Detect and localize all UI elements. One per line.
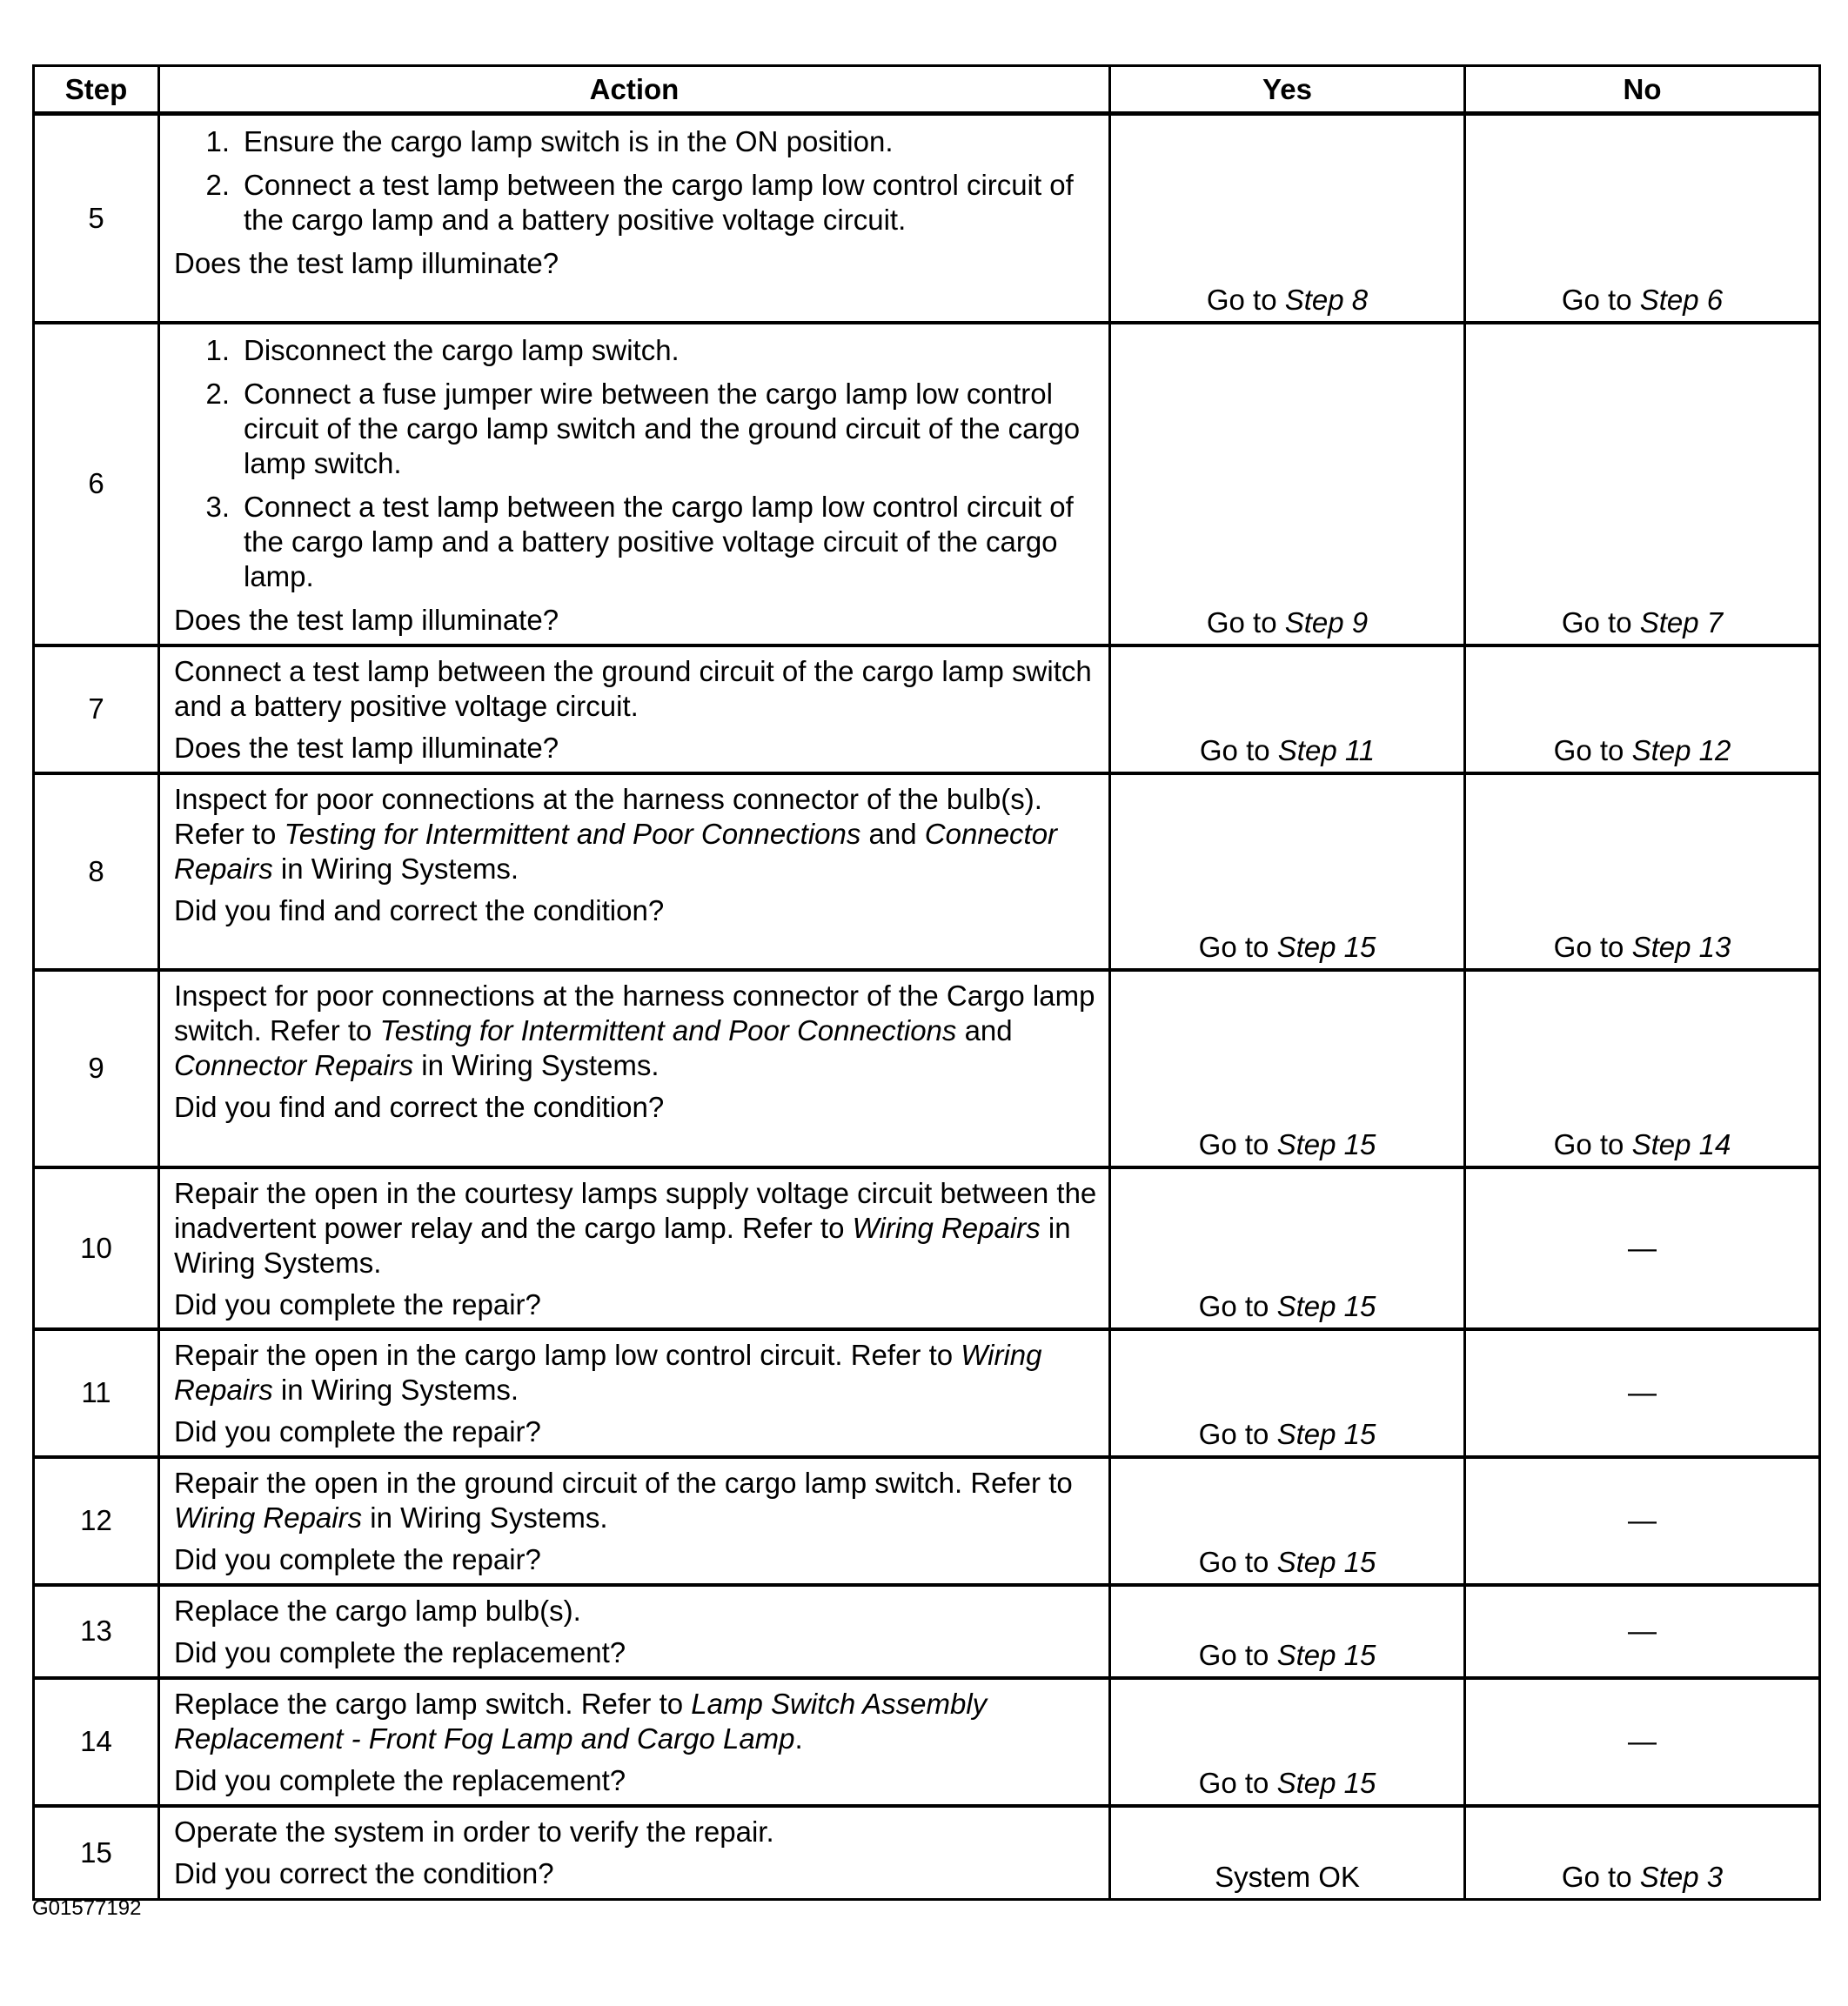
table-row	[34, 1678, 1820, 1806]
action-text: Operate the system in order to verify the repair.	[174, 1815, 774, 1848]
figure-id: G01577192	[32, 1896, 142, 1920]
table-row	[34, 114, 1820, 323]
step-number: 7	[34, 645, 159, 773]
no-cell	[1465, 1806, 1820, 1900]
no-cell	[1465, 773, 1820, 970]
question-text: Does the test lamp illuminate?	[174, 731, 559, 764]
header-action: Action	[159, 66, 1110, 114]
yes-cell	[1110, 1457, 1465, 1585]
no-cell: —	[1465, 1457, 1820, 1585]
step-reference-link[interactable]: Step 3	[1639, 1861, 1724, 1893]
text-segment: .	[794, 1722, 803, 1755]
text-segment: Replace the cargo lamp switch. Refer to	[174, 1687, 692, 1720]
yes-cell	[1110, 1678, 1465, 1806]
action-text	[174, 979, 1098, 1083]
action-list	[174, 124, 1098, 237]
question-text: Does the test lamp illuminate?	[174, 603, 559, 636]
action-text: Connect a test lamp between the ground circuit of the cargo lamp switch and a battery positive voltage circuit.	[174, 654, 1092, 722]
question-text: Does the test lamp illuminate?	[174, 247, 559, 279]
step-number: 9	[34, 970, 159, 1167]
action-cell	[159, 1585, 1110, 1678]
text-segment: in Wiring Systems.	[272, 852, 519, 885]
item-text: Connect a fuse jumper wire between the cargo lamp low control circuit of the cargo lamp switch and the ground circuit of the cargo lamp switch.	[244, 377, 1081, 479]
no-cell	[1465, 970, 1820, 1167]
step-number: 13	[34, 1585, 159, 1678]
step-number: 11	[34, 1329, 159, 1457]
action-cell	[159, 323, 1110, 645]
yes-cell	[1110, 1167, 1465, 1329]
header-step: Step	[34, 66, 159, 114]
item-text: Connect a test lamp between the cargo lamp low control circuit of the cargo lamp and a battery positive voltage circuit.	[244, 169, 1074, 236]
step-number: 5	[34, 114, 159, 323]
header-yes: Yes	[1110, 66, 1465, 114]
step-number: 6	[34, 323, 159, 645]
text-segment: in Wiring Systems.	[174, 1211, 1071, 1279]
item-number: 1.	[205, 125, 230, 157]
no-cell	[1465, 114, 1820, 323]
text-segment: Repair the open in the courtesy lamps supply voltage circuit between the inadvertent power relay and the cargo lamp. Refer to	[174, 1176, 1097, 1244]
doc-reference-link[interactable]: Testing for Intermittent and Poor Connections	[284, 817, 861, 850]
item-text: Disconnect the cargo lamp switch.	[244, 333, 680, 366]
table-row	[34, 970, 1820, 1167]
step-reference-link[interactable]: Step 15	[1276, 1127, 1376, 1160]
table-row	[34, 1457, 1820, 1585]
step-number: 10	[34, 1167, 159, 1329]
text-segment: Repair the open in the cargo lamp low control circuit. Refer to	[174, 1338, 961, 1371]
goto-prefix: Go to	[1561, 1861, 1640, 1893]
list-item	[174, 124, 1098, 159]
action-cell	[159, 1457, 1110, 1585]
step-reference-link[interactable]: Step 7	[1639, 605, 1724, 639]
step-reference-link[interactable]: Step 15	[1276, 1545, 1376, 1578]
action-cell	[159, 645, 1110, 773]
no-cell: —	[1465, 1167, 1820, 1329]
item-number: 3.	[205, 490, 230, 523]
text-segment: Inspect for poor connections at the harness connector of the bulb(s). Refer to	[174, 782, 1042, 850]
goto-prefix: Go to	[1561, 283, 1640, 316]
doc-reference-link[interactable]: Lamp Switch Assembly Replacement - Front Fog Lamp and Cargo Lamp	[174, 1687, 988, 1755]
item-number: 1.	[205, 333, 230, 366]
yes-cell	[1110, 114, 1465, 323]
question-text: Did you complete the repair?	[174, 1287, 541, 1321]
no-cell	[1465, 323, 1820, 645]
no-cell: —	[1465, 1585, 1820, 1678]
list-item	[174, 168, 1098, 237]
header-no: No	[1465, 66, 1820, 114]
step-reference-link[interactable]: Step 13	[1631, 930, 1731, 963]
goto-prefix: Go to	[1553, 733, 1632, 766]
no-cell: —	[1465, 1329, 1820, 1457]
text-segment: and	[956, 1013, 1013, 1046]
action-cell	[159, 1167, 1110, 1329]
action-list	[174, 333, 1098, 594]
action-text	[174, 782, 1098, 886]
goto-prefix: Go to	[1198, 1127, 1277, 1160]
question-text: Did you complete the replacement?	[174, 1763, 626, 1796]
doc-reference-link[interactable]: Testing for Intermittent and Poor Connections	[379, 1013, 957, 1046]
action-text	[174, 1338, 1098, 1408]
header-row	[34, 66, 1820, 114]
action-cell	[159, 970, 1110, 1167]
goto-prefix: Go to	[1199, 733, 1278, 766]
step-number: 12	[34, 1457, 159, 1585]
action-cell	[159, 114, 1110, 323]
step-reference-link[interactable]: Step 12	[1631, 733, 1731, 766]
item-text: Connect a test lamp between the cargo lamp low control circuit of the cargo lamp and a battery positive voltage circuit of the cargo lamp.	[244, 490, 1074, 592]
goto-prefix: Go to	[1198, 1545, 1277, 1578]
action-cell	[159, 1329, 1110, 1457]
step-reference-link[interactable]: Step 15	[1276, 930, 1376, 963]
question-text: Did you complete the repair?	[174, 1414, 541, 1448]
action-text	[174, 1687, 1098, 1756]
action-cell	[159, 1806, 1110, 1900]
yes-cell	[1110, 323, 1465, 645]
question-text: Did you complete the repair?	[174, 1542, 541, 1575]
step-reference-link[interactable]: Step 8	[1284, 283, 1369, 316]
yes-cell	[1110, 645, 1465, 773]
text-segment: in Wiring Systems.	[362, 1501, 608, 1534]
item-number: 2.	[205, 169, 230, 201]
goto-prefix: Go to	[1553, 930, 1632, 963]
text-segment: in Wiring Systems.	[272, 1373, 519, 1406]
step-reference-link[interactable]: Step 6	[1639, 283, 1724, 316]
action-text	[174, 1176, 1098, 1280]
table-row	[34, 323, 1820, 645]
goto-prefix: Go to	[1561, 605, 1640, 639]
table-row	[34, 645, 1820, 773]
step-reference-link[interactable]: Step 15	[1276, 1766, 1376, 1799]
goto-prefix: Go to	[1198, 1289, 1277, 1322]
goto-prefix: Go to	[1198, 1417, 1277, 1450]
goto-prefix: Go to	[1198, 930, 1277, 963]
table-row	[34, 773, 1820, 970]
table-row	[34, 1585, 1820, 1678]
item-number: 2.	[205, 377, 230, 410]
goto-prefix: Go to	[1206, 283, 1285, 316]
step-number: 14	[34, 1678, 159, 1806]
table-row	[34, 1167, 1820, 1329]
goto-prefix: Go to	[1198, 1766, 1277, 1799]
text-segment: Repair the open in the ground circuit of the cargo lamp switch. Refer to	[174, 1466, 1073, 1499]
doc-reference-link[interactable]: Connector Repairs	[174, 817, 1058, 885]
action-text	[174, 1466, 1098, 1535]
no-cell: —	[1465, 1678, 1820, 1806]
no-cell	[1465, 645, 1820, 773]
text-segment: Inspect for poor connections at the harness connector of the Cargo lamp switch. Refer to	[174, 979, 1095, 1046]
diagnostic-table	[32, 64, 1821, 1901]
goto-prefix: Go to	[1206, 605, 1285, 639]
step-reference-link[interactable]: Step 15	[1276, 1289, 1376, 1322]
yes-cell: System OK	[1110, 1806, 1465, 1900]
goto-prefix: Go to	[1198, 1638, 1277, 1671]
list-item	[174, 333, 1098, 368]
text-segment: and	[860, 817, 925, 850]
question-text: Did you find and correct the condition?	[174, 1090, 665, 1123]
action-text: Replace the cargo lamp bulb(s).	[174, 1594, 581, 1627]
step-reference-link[interactable]: Step 15	[1276, 1638, 1376, 1671]
yes-cell	[1110, 773, 1465, 970]
table-row	[34, 1806, 1820, 1900]
text-segment: in Wiring Systems.	[413, 1048, 660, 1081]
item-text: Ensure the cargo lamp switch is in the ON position.	[244, 125, 894, 157]
step-number: 15	[34, 1806, 159, 1900]
step-reference-link[interactable]: Step 15	[1276, 1417, 1376, 1450]
list-item	[174, 377, 1098, 481]
action-cell	[159, 1678, 1110, 1806]
question-text: Did you correct the condition?	[174, 1856, 554, 1889]
doc-reference-link[interactable]: Connector Repairs	[174, 1048, 414, 1081]
goto-prefix: Go to	[1553, 1127, 1632, 1160]
step-reference-link[interactable]: Step 14	[1631, 1127, 1731, 1160]
list-item	[174, 490, 1098, 594]
doc-reference-link[interactable]: Wiring Repairs	[852, 1211, 1041, 1244]
yes-cell	[1110, 970, 1465, 1167]
question-text: Did you find and correct the condition?	[174, 893, 665, 926]
yes-cell	[1110, 1329, 1465, 1457]
step-number: 8	[34, 773, 159, 970]
action-cell	[159, 773, 1110, 970]
table-row	[34, 1329, 1820, 1457]
doc-reference-link[interactable]: Wiring Repairs	[174, 1338, 1042, 1406]
step-reference-link[interactable]: Step 9	[1284, 605, 1369, 639]
step-reference-link[interactable]: Step 11	[1277, 733, 1376, 766]
yes-cell	[1110, 1585, 1465, 1678]
doc-reference-link[interactable]: Wiring Repairs	[174, 1501, 363, 1534]
question-text: Did you complete the replacement?	[174, 1635, 626, 1668]
